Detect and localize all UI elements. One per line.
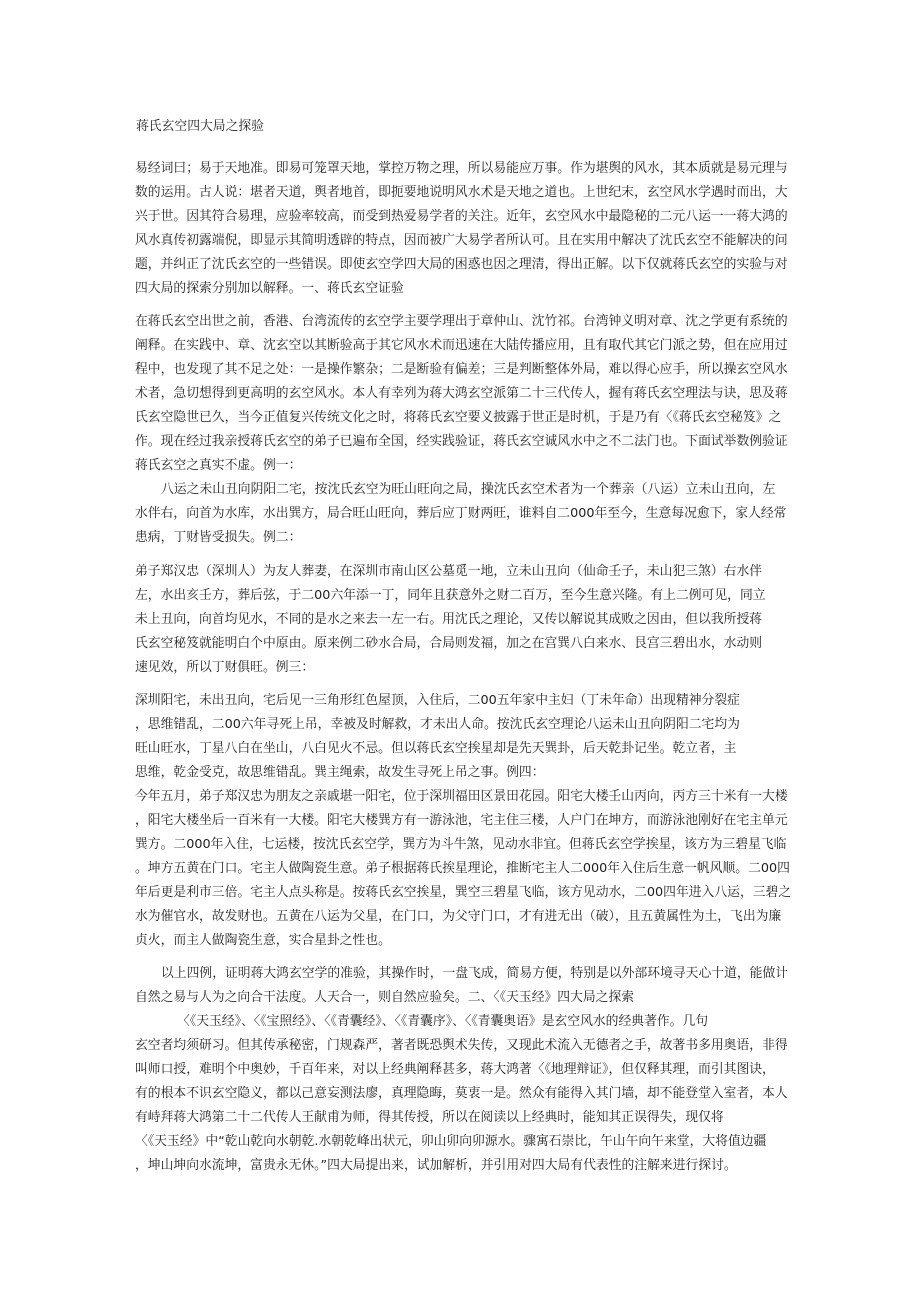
text-line: 兴于世。因其符合易理，应验率较高，而受到热爱易学者的关注。近年，玄空风水中最隐秘的二元八运一一蒋大鸿的 [135,209,788,224]
text-line: 八运之未山丑向阴阳二宅，按沈氏玄空为旺山旺向之局，操沈氏玄空术者为一个葬亲（八运）立未山丑向，左 [161,482,776,498]
text-line: 以上四例，证明蒋大鸿玄空学的准验，其操作时，一盘飞成，简易方便，特别是以外部环境寻天心十道，能做计 [161,966,789,982]
text-line: 阐释。在实践中、章、沈玄空以其断验高于其它风水术而迅速在大陆传播应用，且有取代其它门派之势，但在应用过 [135,338,788,354]
text-line: ，阳宅大楼坐后一百米有一大楼。阳宅大楼巽方有一游泳池，宅主住三楼，人户门在坤方，而游泳池刚好在宅主单元 [135,812,788,828]
text-line: 水为催官水，故发财也。五黄在八运为父星，在门口，为父守门口，才有进无出（破），且五黄属性为土，飞出为廉 [135,908,782,924]
text-line: 年后更是利市三倍。宅主人点头称是。按蒋氏玄空挨星，巽空三碧星飞临，该方见动水，二00四年进入八运，三碧之 [135,884,792,900]
text-line: ，坤山坤向水流坤，富贵永无休。”四大局提出来，试加解析，并引用对四大局有代表性的注解来进行探讨。 [135,1158,737,1174]
paragraph-background [135,310,795,550]
text-line: 深圳阳宅，未出丑向，宅后见一三角形红色屋顶，入住后，二00五年家中主妇（丁未年命）出现精神分裂症 [135,692,740,708]
text-line: 未上丑向，向首均见水，不同的是水之来去一左一右。用沈氏之理论，又传以解说其成败之因由，但以我所授蒋 [135,611,763,627]
text-line: 自然之易与人为之向合干法度。人天合一，则自然应验矣。二、〈《天玉经》四大局之探索 [135,990,635,1006]
text-line: 〈《天玉经》、〈《宝照经》、〈《青囊经》、〈《青囊序》、〈《青囊奥语》是玄空风水的经典著作。几句 [177,1014,709,1030]
text-line: 易经词曰；易于天地准。即易可笼罩天地，掌控万物之理，所以易能应万事。作为堪舆的风水，其本质就是易元理与 [135,161,788,176]
text-line: 今年五月，弟子郑汉忠为朋友之亲戚堪一阳宅，位于深圳福田区景田花园。阳宅大楼壬山丙向，丙方三十米有一大楼 [135,788,788,804]
text-line: 有的根本不识玄空隐义，都以己意妄测法廖，真理隐晦，莫衷一是。然众有能得入其门墙，却不能登堂入室者，本人 [135,1086,788,1102]
text-line: 术者，急切想得到更高明的玄空风水。本人有幸列为蒋大鸿玄空派第二十三代传人，握有蒋氏玄空理法与诀，思及蒋 [135,386,788,402]
text-line: 速见效，所以丁财俱旺。例三： [135,659,315,675]
document-title: 蒋氏玄空四大局之探验 [136,119,264,134]
paragraph-tianyujing [135,962,795,1178]
document-body [135,157,795,1187]
text-line: 巽方。二000年入住，七运楼，按沈氏玄空学，巽方为斗牛煞，见动水非宜。但蒋氏玄空学挨星，该方为三碧星飞临 [135,836,787,852]
text-line: 四大局的探索分别加以解释。一、蒋氏玄空证验 [135,281,404,296]
paragraph-intro [135,157,795,301]
text-line: 思维，乾金受克，故思维错乱。巽主绳索，故发生寻死上吊之事。例四： [135,764,545,780]
text-line: 水伴右，向首为水库，水出巽方，局合旺山旺向，葬后应丁财两旺，谁料自二000年至今，生意每况愈下，家人经常 [135,506,787,522]
text-line: 患病，丁财皆受损失。例二： [135,530,302,546]
text-line: 弟子郑汉忠（深圳人）为友人葬妻，在深圳市南山区公墓觅一地，立未山丑向（仙命壬子，未山犯三煞）右水伴 [135,563,763,579]
text-line: 程中，也发现了其不足之处：一是操作繁杂；二是断验有偏差；三是判断整体外局，难以得心应手，所以操玄空风水 [135,362,788,378]
text-line: 有峙拜蒋大鸿第二十二代传人王献甫为师，得其传授，所以在阅读以上经典时，能知其正误得失，现仅将 [135,1110,724,1126]
text-line: 氏玄空隐世已久，当今正值复兴传统文化之时，将蒋氏玄空要义披露于世正是时机，于是乃有〈《蒋氏玄空秘笈》之 [135,410,782,426]
paragraph-example-three-four [135,689,795,953]
text-line: 旺山旺水，丁星八白在坐山，八白见火不忌。但以蒋氏玄空挨星却是先天巽卦，后天乾卦记坐。乾立者，主 [135,740,737,756]
text-line: 叫师口授，难明个中奥妙，千百年来，对以上经典阐释甚多，蒋大鸿著〈《地理辩证》，但仅释其理，而引其图诀， [135,1062,775,1078]
text-line: 作。现在经过我亲授蒋氏玄空的弟子已遍布全国，经实践验证，蒋氏玄空诚风水中之不二法门也。下面试举数例验证 [135,434,788,450]
text-line: 贞火，而主人做陶瓷生意，实合星卦之性也。 [135,932,391,948]
text-line: ，思维错乱，二00六年寻死上吊，幸被及时解救，才未出人命。按沈氏玄空理论八运未山丑向阴阳二宅均为 [135,716,740,732]
text-line: 在蒋氏玄空出世之前，香港、台湾流传的玄空学主要学理出于章仲山、沈竹祁。台湾钟义明对章、沈之学更有系统的 [135,314,788,330]
text-line: 玄空者均须研习。但其传承秘密，门规森严，著者既恐舆术失传，又现此术流入无德者之手，故著书多用奥语，非得 [135,1038,788,1054]
text-line: 题，并纠正了沈氏玄空的一些错误。即使玄空学四大局的困惑也因之理清，得出正解。以下仅就蒋氏玄空的实验与对 [135,257,788,272]
text-line: 蒋氏玄空之真实不虚。例一： [135,458,302,474]
text-line: 左，水出亥壬方，葬后弦，于二00六年添一丁，同年且获意外之财二百万，至今生意兴隆。有上二例可见，同立 [135,587,766,603]
text-line: 数的运用。古人说：堪者天道，舆者地首，即扼要地说明风水术是天地之道也。上世纪末，玄空风水学遇时而出，大 [135,185,788,200]
text-line: 〈《天玉经》中“乾山乾向水朝乾.水朝乾峰出状元，卯山卯向卯源水。骤寓石崇比，午山午向午来堂，大将值边疆 [135,1134,767,1150]
paragraph-example-two [135,560,795,680]
text-line: 。坤方五黄在门口。宅主人做陶瓷生意。弟子根据蒋氏挨星理论，推断宅主人二000年入住后生意一帆风顺。二00四 [135,860,790,876]
text-line: 氏玄空秘笈就能明白个中原由。原来例二砂水合局，合局则发福，加之在宫巽八白来水、艮宫三碧出水，水动则 [135,635,763,651]
text-line: 风水真传初露端倪，即显示其简明透辟的特点，因而被广大易学者所认可。且在实用中解决了沈氏玄空不能解决的问 [135,233,788,248]
